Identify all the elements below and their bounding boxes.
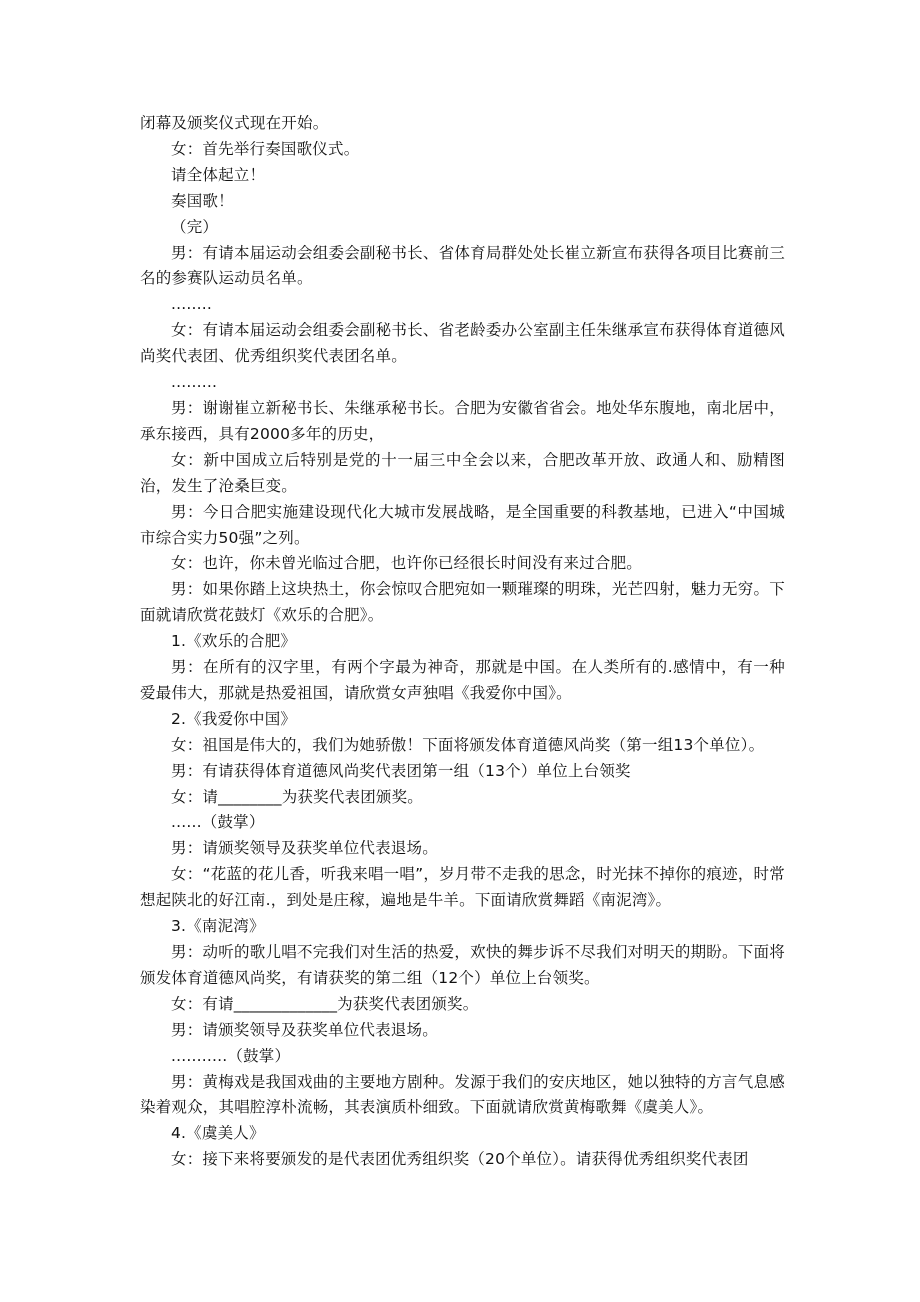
paragraph: 男：在所有的汉字里，有两个字最为神奇，那就是中国。在人类所有的.感情中，有一种爱最伟大，那就是热爱祖国，请欣赏女声独唱《我爱你中国》。 [140, 658, 785, 702]
paragraph: 女：首先举行奏国歌仪式。 [171, 139, 360, 158]
paragraph: 4.《虞美人》 [171, 1124, 265, 1143]
paragraph: ......（鼓掌） [171, 813, 265, 832]
paragraph: 女：祖国是伟大的，我们为她骄傲！下面将颁发体育道德风尚奖（第一组13个单位）。 [171, 735, 765, 754]
paragraph: 男：今日合肥实施建设现代化大城市发展战略，是全国重要的科教基地，已进入“中国城市综合实力50强”之列。 [140, 502, 785, 547]
paragraph: 女：有请_____________为获奖代表团颁奖。 [171, 994, 479, 1013]
paragraph: 女：“花蓝的花儿香，听我来唱一唱”，岁月带不走我的思念，时光抹不掉你的痕迹，时常想起陕北的好江南.，到处是庄稼，遍地是牛羊。下面请欣赏舞蹈《南泥湾》。 [140, 865, 785, 910]
paragraph: ...........（鼓掌） [171, 1046, 291, 1065]
document-body [140, 111, 785, 1173]
paragraph: 奏国歌！ [171, 191, 234, 210]
paragraph: 2.《我爱你中国》 [171, 709, 297, 728]
paragraph: 男：黄梅戏是我国戏曲的主要地方剧种。发源于我们的安庆地区，她以独特的方言气息感染着观众，其唱腔淳朴流畅，其表演质朴细致。下面就请欣赏黄梅歌舞《虞美人》。 [140, 1072, 785, 1117]
paragraph: 女：请________为获奖代表团颁奖。 [171, 787, 424, 806]
paragraph: 女：也许，你未曾光临过合肥，也许你已经很长时间没有来过合肥。 [171, 554, 643, 573]
paragraph: 男：如果你踏上这块热土，你会惊叹合肥宛如一颗璀璨的明珠，光芒四射，魅力无穷。下面就请欣赏花鼓灯《欢乐的合肥》。 [140, 580, 785, 625]
paragraph: 3.《南泥湾》 [171, 917, 265, 936]
paragraph: 男：动听的歌儿唱不完我们对生活的热爱，欢快的舞步诉不尽我们对明天的期盼。下面将颁发体育道德风尚奖，有请获奖的第二组（12个）单位上台领奖。 [140, 943, 785, 987]
paragraph: 1.《欢乐的合肥》 [171, 632, 297, 651]
paragraph: （完） [171, 217, 219, 236]
paragraph: 女：接下来将要颁发的是代表团优秀组织奖（20个单位）。请获得优秀组织奖代表团 [171, 1150, 749, 1169]
paragraph: 男：有请本届运动会组委会副秘书长、省体育局群处处长崔立新宣布获得各项目比赛前三名的参赛队运动员名单。 [140, 243, 785, 288]
paragraph: 闭幕及颁奖仪式现在开始。 [140, 114, 329, 132]
paragraph: 男：请颁奖领导及获奖单位代表退场。 [171, 839, 438, 858]
paragraph: 男：请颁奖领导及获奖单位代表退场。 [171, 1020, 438, 1039]
paragraph: 女：新中国成立后特别是党的十一届三中全会以来，合肥改革开放、政通人和、励精图治，发生了沧桑巨变。 [140, 450, 785, 495]
paragraph: 男：有请获得体育道德风尚奖代表团第一组（13个）单位上台领奖 [171, 761, 631, 780]
paragraph: ........ [171, 295, 213, 314]
paragraph: ......... [171, 373, 218, 392]
paragraph: 男：谢谢崔立新秘书长、朱继承秘书长。合肥为安徽省省会。地处华东腹地，南北居中，承东接西，具有2000多年的历史， [140, 398, 785, 443]
paragraph: 女：有请本届运动会组委会副秘书长、省老龄委办公室副主任朱继承宣布获得体育道德风尚奖代表团、优秀组织奖代表团名单。 [140, 321, 785, 366]
paragraph: 请全体起立！ [171, 165, 266, 184]
